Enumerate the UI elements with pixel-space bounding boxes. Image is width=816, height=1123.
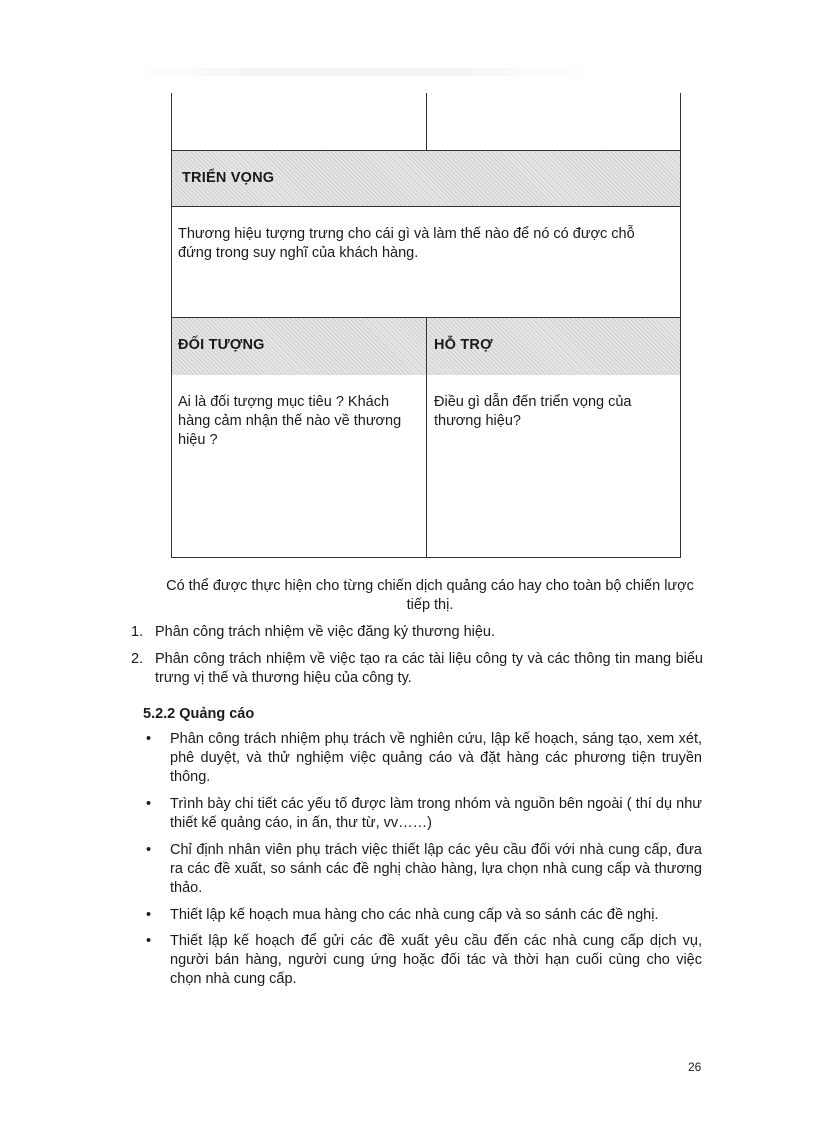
support-description: Điều gì dẫn đến triển vọng của thương hiệu? [434,394,632,429]
audience-heading: ĐỐI TƯỢNG [178,337,265,353]
bullet-icon: • [146,842,152,858]
bullet-text: Phân công trách nhiệm phụ trách về nghiên cứu, lập kế hoạch, sáng tạo, xem xét, phê duyệt, và thử nghiệm việc quảng cáo và đặt hàng các phương tiện truyền thông. [170,731,702,785]
list-text: Phân công trách nhiệm về việc tạo ra các tài liệu công ty và các thông tin mang biểu trưng vị thế và thương hiệu của công ty. [155,651,703,686]
section-heading: 5.2.2 Quảng cáo [143,706,255,722]
list-number: 2. [131,651,144,667]
list-number: 1. [131,624,144,640]
list-text: Phân công trách nhiệm về việc đăng ký thương hiệu. [155,624,496,640]
bullet-text: Thiết lập kế hoạch mua hàng cho các nhà cung cấp và so sánh các đề nghị. [170,907,659,923]
bullet-icon: • [146,731,152,747]
vision-heading: TRIỂN VỌNG [182,170,275,186]
audience-description: Ai là đối tượng mục tiêu ? Khách hàng cảm nhận thế nào về thương hiệu ? [178,394,402,448]
vision-description: Thương hiệu tượng trưng cho cái gì và làm thế nào để nó có được chỗ đứng trong suy nghĩ của khách hàng. [178,226,635,261]
table-divider [426,317,427,557]
list-item [131,623,703,642]
bullet-icon: • [146,933,152,949]
support-heading: HỖ TRỢ [434,337,493,353]
bullet-text: Chỉ định nhân viên phụ trách việc thiết lập các yêu cầu đối với nhà cung cấp, đưa ra các đề xuất, so sánh các đề nghị chào hàng, lựa chọn nhà cung cấp và thương thảo. [170,842,702,896]
table-rule [172,206,680,207]
page-number: 26 [688,1060,702,1074]
bullet-icon: • [146,796,152,812]
scan-artifact [128,68,608,76]
bullet-icon: • [146,907,152,923]
bullet-text: Thiết lập kế hoạch để gửi các đề xuất yêu cầu đến các nhà cung cấp dịch vụ, người bán hàng, người cung ứng hoặc đối tác và thời hạn cuối cùng cho việc chọn nhà cung cấp. [170,933,702,987]
list-item [131,650,703,688]
table-caption: Có thể được thực hiện cho từng chiến dịch quảng cáo hay cho toàn bộ chiến lược tiếp thị. [166,578,694,613]
table-divider [426,93,427,150]
brand-positioning-table [171,93,681,558]
bullet-text: Trình bày chi tiết các yếu tố được làm trong nhóm và nguồn bên ngoài ( thí dụ như thiết kế quảng cáo, in ấn, thư từ, vv……) [170,796,702,831]
